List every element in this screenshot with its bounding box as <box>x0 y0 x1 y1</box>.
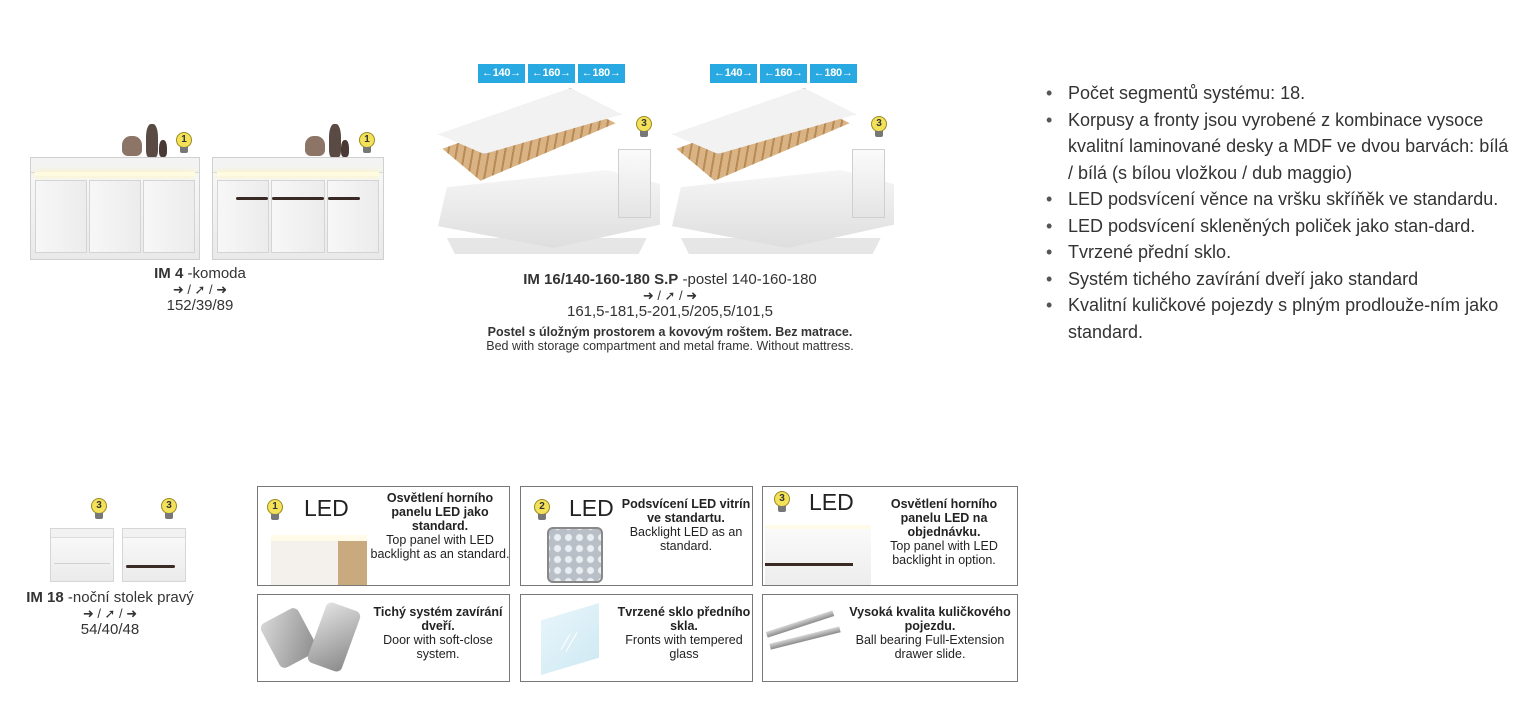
card-text-cz: Tichý systém zavírání dveří. <box>373 605 503 633</box>
card-text-en: Ball bearing Full-Extension drawer slide. <box>855 633 1005 661</box>
nightstand-caption <box>20 590 200 638</box>
card-led-showcase <box>520 486 753 586</box>
nightstand-arrows: ➜ / ➚ / ➜ <box>82 606 138 621</box>
comoda-dims: 152/39/89 <box>166 297 234 314</box>
vase-icon <box>341 140 349 157</box>
bed-note-en: Bed with storage compartment and metal frame. Without mattress. <box>486 339 854 353</box>
led-bulb-icon: 3 <box>870 116 888 138</box>
card-text-en: Fronts with tempered glass <box>625 633 743 661</box>
size-badge-140: ←140→ <box>478 64 525 83</box>
card-text <box>843 605 1017 661</box>
nightstand-image-handle <box>122 528 186 582</box>
card-led-top-option <box>762 486 1018 586</box>
comoda-model: IM 4 <box>154 265 184 282</box>
card-text-en: Door with soft-close system. <box>383 633 493 661</box>
card-led-top-standard <box>257 486 510 586</box>
bed-size-badges-left <box>478 64 625 83</box>
feature-item: • LED podsvícení věnce na vršku skříňěk ve standardu. <box>1042 186 1512 213</box>
led-bulb-icon: 3 <box>773 491 791 513</box>
led-bulb-icon: 3 <box>90 498 108 520</box>
led-panel-photo <box>271 535 367 586</box>
card-text-cz: Osvětlení horního panelu LED jako standard. <box>386 491 494 533</box>
vase-icon <box>122 136 142 156</box>
size-badge-180: ←180→ <box>578 64 625 83</box>
vase-icon <box>329 124 341 157</box>
bed-image-left <box>438 88 660 248</box>
card-text-en: Backlight LED as an standard. <box>629 525 743 553</box>
card-text-en: Top panel with LED backlight as an standard. <box>370 533 510 561</box>
features-list <box>1042 80 1512 345</box>
size-badge-160: ←160→ <box>760 64 807 83</box>
comoda-name: -komoda <box>183 265 246 282</box>
comoda-caption <box>110 266 290 314</box>
card-text-cz: Osvětlení horního panelu LED na objednávku. <box>890 497 998 539</box>
bed-size-badges-right <box>710 64 857 83</box>
nightstand-model: IM 18 <box>26 589 64 606</box>
card-text-en: Top panel with LED backlight in option. <box>890 539 998 567</box>
card-drawer-slide <box>762 594 1018 682</box>
vase-icon <box>305 136 325 156</box>
bed-model: IM 16/140-160-180 S.P <box>523 271 679 288</box>
size-badge-180: ←180→ <box>810 64 857 83</box>
vase-icon <box>159 140 167 157</box>
nightstand-name: -noční stolek pravý <box>63 589 194 606</box>
glass-pane-icon <box>541 603 599 675</box>
led-label: LED <box>809 489 854 515</box>
led-bulb-icon: 1 <box>266 499 284 521</box>
card-text-cz: Podsvícení LED vitrín ve standartu. <box>621 497 751 525</box>
size-badge-140: ←140→ <box>710 64 757 83</box>
comoda-image-handles <box>212 157 384 260</box>
led-bulb-icon: 3 <box>160 498 178 520</box>
comoda-image-white <box>30 157 200 260</box>
card-soft-close <box>257 594 510 682</box>
hinge-icon <box>306 601 362 673</box>
feature-item: • Počet segmentů systému: 18. <box>1042 80 1512 107</box>
bed-arrows: ➜ / ➚ / ➜ <box>642 288 698 303</box>
card-tempered-glass <box>520 594 753 682</box>
feature-item: • Kvalitní kuličkové pojezdy s plným prodlouže-ním jako standard. <box>1042 292 1512 345</box>
card-text-cz: Tvrzené sklo předního skla. <box>617 605 751 633</box>
led-panel-square-icon <box>547 527 603 583</box>
card-text <box>871 497 1017 567</box>
led-bulb-icon: 1 <box>358 132 376 154</box>
led-bulb-icon: 1 <box>175 132 193 154</box>
card-text <box>366 605 510 661</box>
card-text <box>370 491 510 561</box>
size-badge-160: ←160→ <box>528 64 575 83</box>
bed-note-cz: Postel s úložným prostorem a kovovým roštem. Bez matrace. <box>487 325 853 339</box>
led-bulb-icon: 3 <box>635 116 653 138</box>
led-label: LED <box>304 495 349 521</box>
led-bulb-icon: 2 <box>533 499 551 521</box>
bed-image-right <box>672 88 894 248</box>
comoda-arrows: ➜ / ➚ / ➜ <box>172 282 228 297</box>
bed-dims: 161,5-181,5-201,5/205,5/101,5 <box>566 303 773 320</box>
bed-name: -postel 140-160-180 <box>678 271 817 288</box>
nightstand-dims: 54/40/48 <box>80 621 140 638</box>
feature-item: • Korpusy a fronty jsou vyrobené z kombinace vysoce kvalitní laminované desky a MDF ve dvou barvách: bílá / bílá (s bílou vložkou / dub maggio) <box>1042 107 1512 187</box>
feature-item: • Systém tichého zavírání dveří jako standard <box>1042 266 1512 293</box>
bed-caption <box>430 272 910 353</box>
vase-icon <box>146 124 158 157</box>
card-text <box>621 497 751 553</box>
card-text-cz: Vysoká kvalita kuličkového pojezdu. <box>849 605 1011 633</box>
feature-item: • Tvrzené přední sklo. <box>1042 239 1512 266</box>
feature-item: • LED podsvícení skleněných poliček jako stan-dard. <box>1042 213 1512 240</box>
card-text <box>617 605 751 661</box>
led-label: LED <box>569 495 614 521</box>
led-panel-photo <box>765 525 871 586</box>
nightstand-image-white <box>50 528 114 582</box>
